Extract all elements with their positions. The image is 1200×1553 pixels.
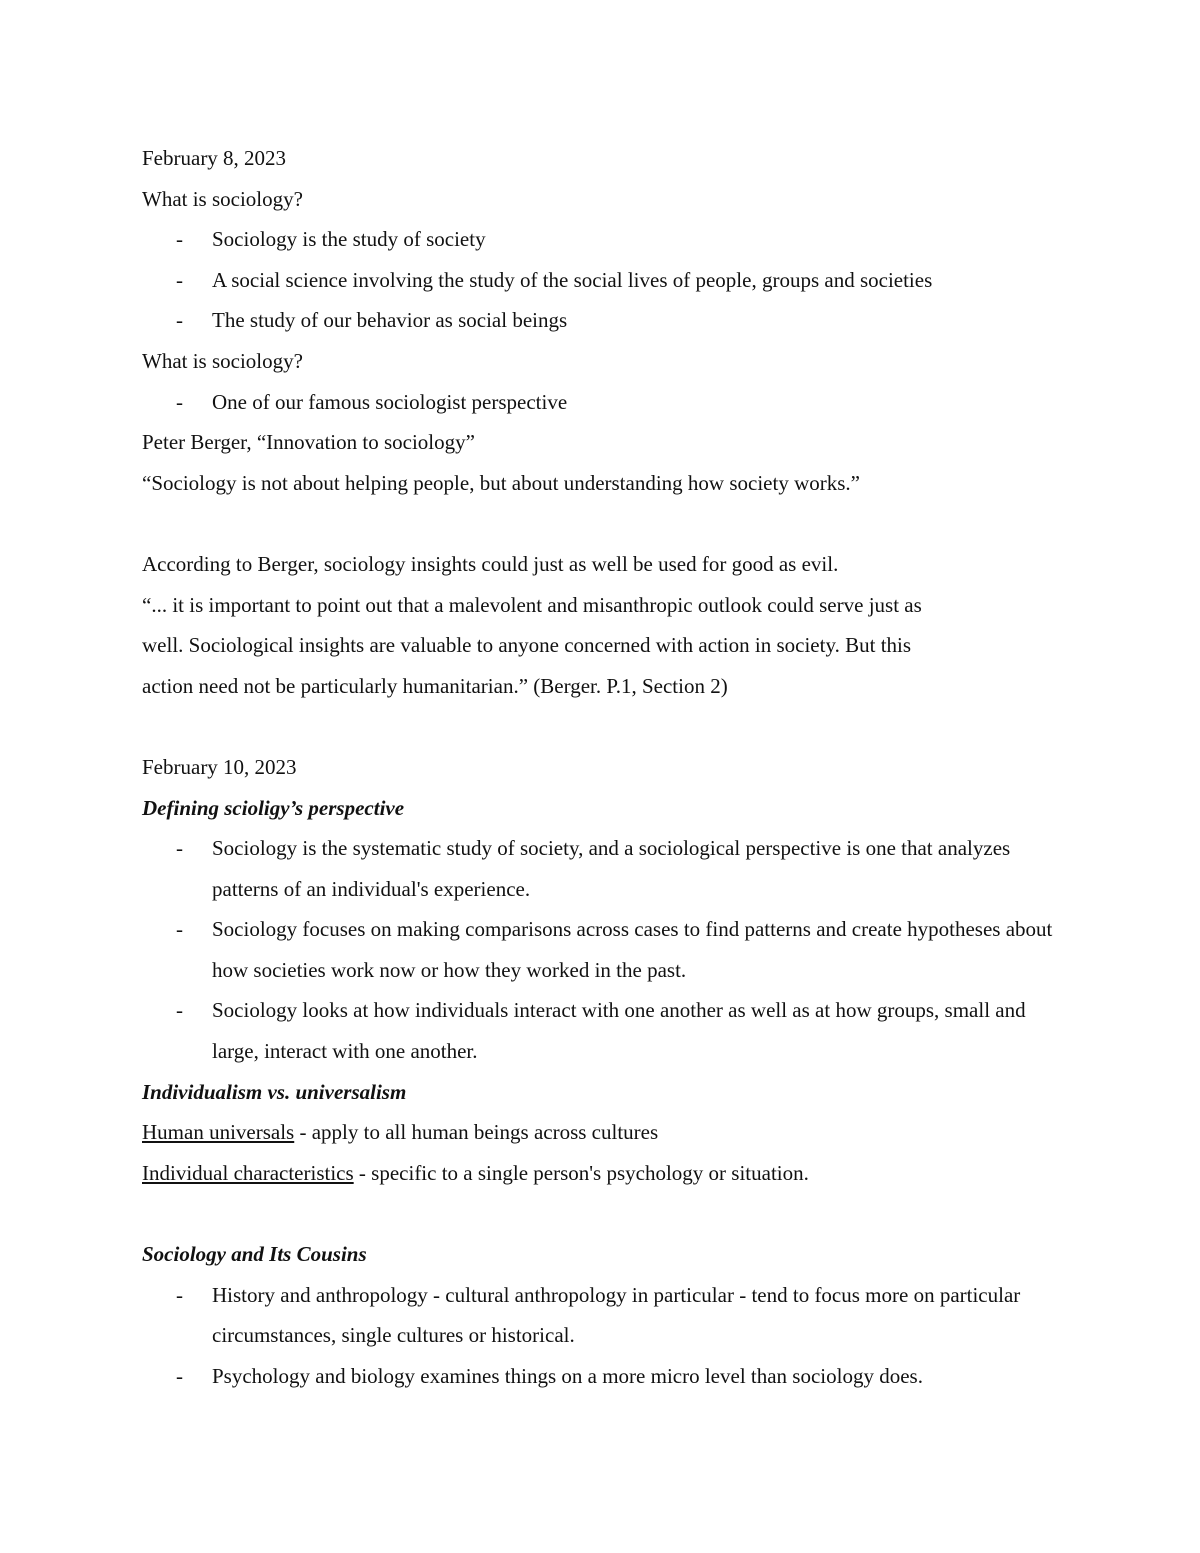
blank-line bbox=[142, 503, 1062, 544]
dash-bullet: - bbox=[176, 227, 183, 252]
bullet-list-perspective bbox=[142, 382, 1062, 423]
list-item-text: A social science involving the study of the social lives of people, groups and societies bbox=[212, 267, 933, 292]
heading-what-is-sociology-2: What is sociology? bbox=[142, 348, 303, 373]
term-individual-characteristics: Individual characteristics bbox=[142, 1160, 354, 1185]
list-item-text: History and anthropology - cultural anthropology in particular - tend to focus more on particular circumstances, single cultures or historical. bbox=[212, 1282, 1021, 1348]
list-item bbox=[142, 828, 1062, 909]
dash-bullet: - bbox=[176, 1282, 183, 1307]
bullet-list-definitions bbox=[142, 219, 1062, 341]
list-item-text: Sociology looks at how individuals interact with one another as well as at how groups, small and large, interact with one another. bbox=[212, 998, 1026, 1064]
list-item-text: Psychology and biology examines things on a more micro level than sociology does. bbox=[212, 1363, 923, 1388]
list-item bbox=[142, 300, 1062, 341]
dash-bullet: - bbox=[176, 267, 183, 292]
heading-individualism: Individualism vs. universalism bbox=[142, 1079, 407, 1104]
definition-individual-characteristics bbox=[142, 1153, 1062, 1194]
list-item bbox=[142, 909, 1062, 990]
heading-what-is-sociology: What is sociology? bbox=[142, 186, 303, 211]
blank-line bbox=[142, 1193, 1062, 1234]
dash-bullet: - bbox=[176, 1363, 183, 1388]
berger-paragraph: According to Berger, sociology insights could just as well be used for good as evil. bbox=[142, 551, 839, 576]
citation-peter-berger: Peter Berger, “Innovation to sociology” bbox=[142, 430, 475, 455]
list-item-text: Sociology focuses on making comparisons across cases to find patterns and create hypotheses about how societies work now or how they worked in the past. bbox=[212, 917, 1053, 982]
dash-bullet: - bbox=[176, 308, 183, 333]
blank-line bbox=[142, 706, 1062, 747]
dash-bullet: - bbox=[176, 389, 183, 414]
list-item-text: Sociology is the systematic study of society, and a sociological perspective is one that analyzes patterns of an individual's experience. bbox=[212, 836, 1011, 901]
bullet-list-cousins bbox=[142, 1275, 1062, 1397]
heading-defining-perspective: Defining scioligy’s perspective bbox=[142, 795, 405, 820]
list-item bbox=[142, 1275, 1062, 1356]
date-feb-8: February 8, 2023 bbox=[142, 146, 287, 170]
list-item bbox=[142, 1356, 1062, 1397]
quote-sociology: “Sociology is not about helping people, but about understanding how society works.” bbox=[142, 470, 860, 495]
list-item bbox=[142, 260, 1062, 301]
dash-bullet: - bbox=[176, 998, 183, 1023]
term-definition: - specific to a single person's psychology or situation. bbox=[353, 1160, 809, 1185]
document-page bbox=[142, 138, 1062, 1396]
date-feb-10: February 10, 2023 bbox=[142, 754, 297, 779]
dash-bullet: - bbox=[176, 836, 183, 861]
list-item bbox=[142, 990, 1062, 1071]
list-item bbox=[142, 382, 1062, 423]
term-human-universals: Human universals bbox=[142, 1120, 295, 1145]
definition-human-universals bbox=[142, 1112, 1062, 1153]
list-item-text: One of our famous sociologist perspective bbox=[212, 389, 568, 414]
berger-quote-line-2: well. Sociological insights are valuable to anyone concerned with action in society. But this bbox=[142, 633, 912, 658]
term-definition: - apply to all human beings across cultures bbox=[294, 1120, 659, 1145]
heading-sociology-cousins: Sociology and Its Cousins bbox=[142, 1242, 367, 1267]
dash-bullet: - bbox=[176, 917, 183, 942]
bullet-list-perspective-details bbox=[142, 828, 1062, 1072]
list-item-text: The study of our behavior as social beings bbox=[212, 308, 568, 333]
list-item bbox=[142, 219, 1062, 260]
list-item-text: Sociology is the study of society bbox=[212, 227, 486, 252]
berger-quote-line-3: action need not be particularly humanitarian.” (Berger. P.1, Section 2) bbox=[142, 673, 728, 698]
berger-quote-line-1: “... it is important to point out that a malevolent and misanthropic outlook could serve just as bbox=[142, 592, 922, 617]
